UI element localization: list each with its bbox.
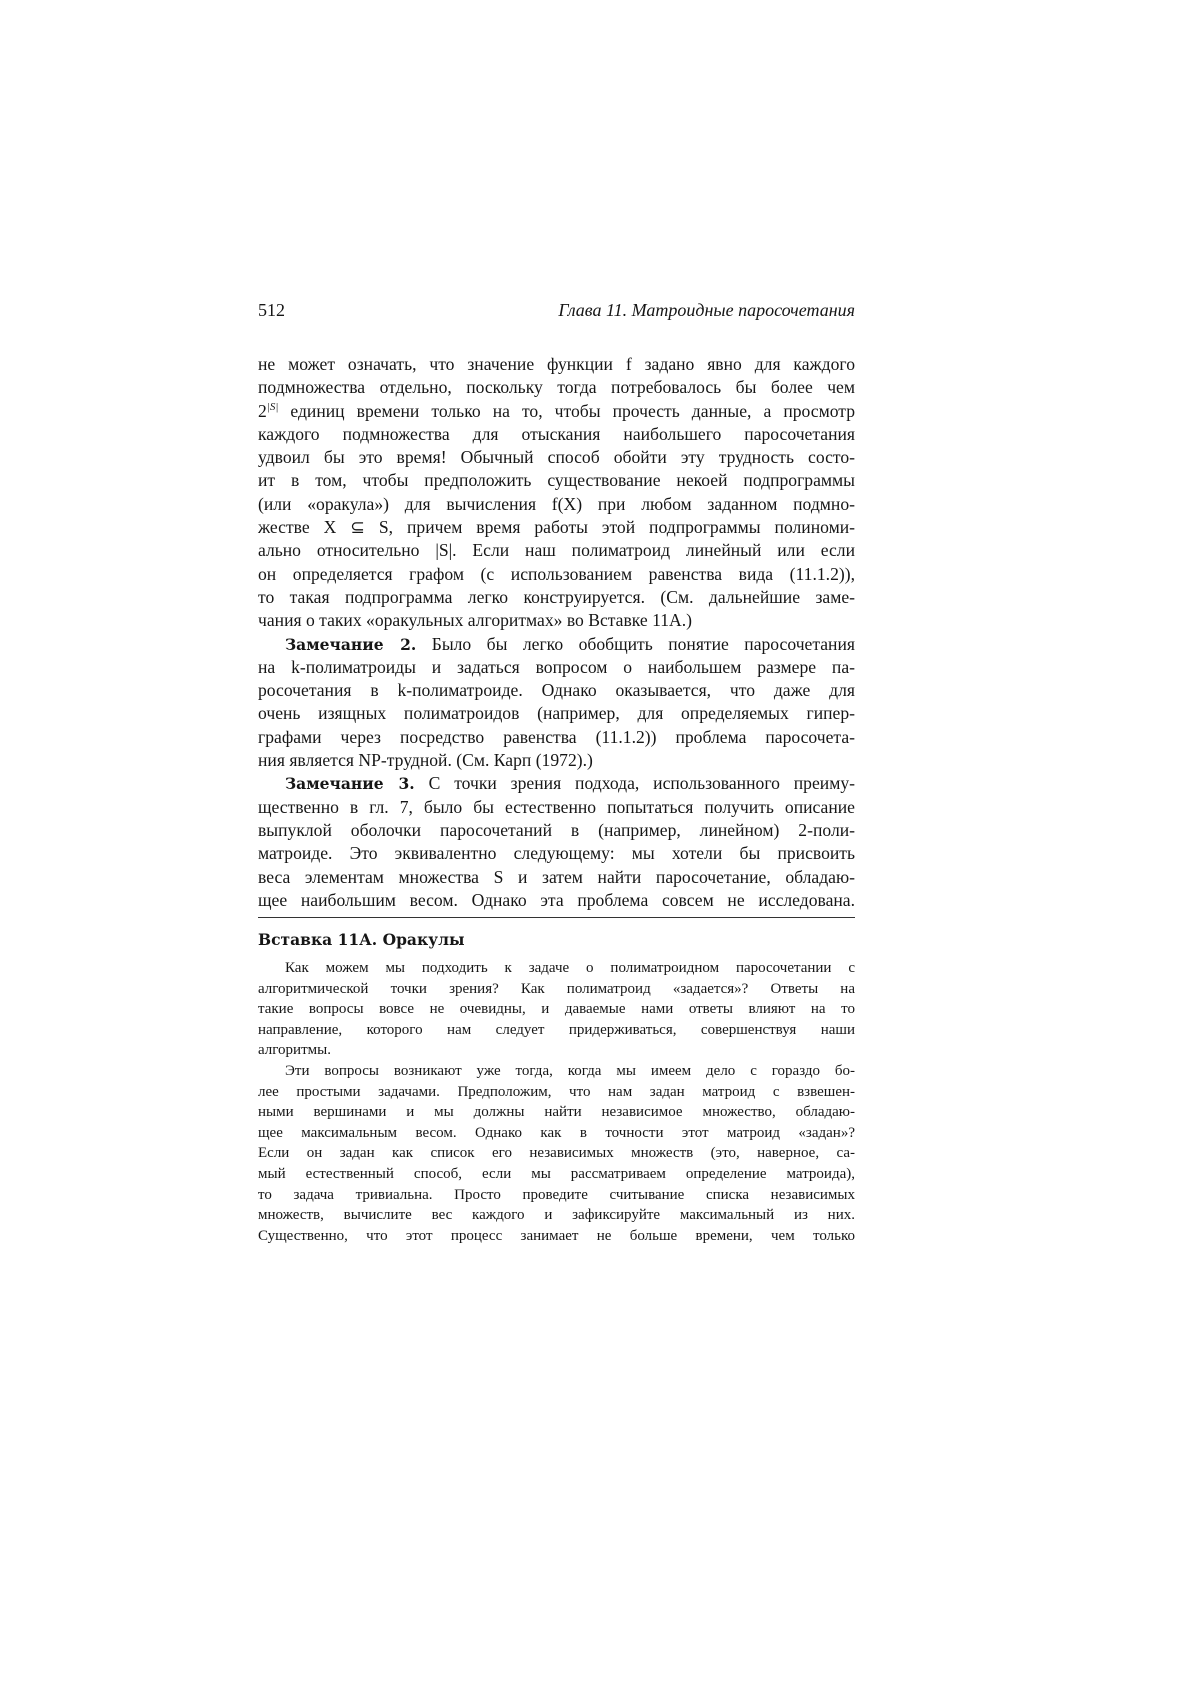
line-text: щее наибольшим весом. Однако эта проблема совсем не исследована.: [258, 889, 855, 910]
main-text: [258, 353, 855, 912]
line-text: очень изящных полиматроидов (например, для определяемых гипер-: [258, 703, 855, 724]
text-line: [258, 1040, 855, 1061]
page-number: 512: [258, 300, 285, 320]
line-text: графами через посредство равенства (11.1.2)) проблема паросочета-: [258, 726, 855, 747]
line-text: он определяется графом (с использованием равенства вида (11.1.2)),: [258, 563, 855, 584]
text-line: [258, 609, 855, 632]
line-text: на k-полиматроиды и задаться вопросом о наибольшем размере па-: [258, 656, 855, 677]
remark-label: Замечание 2.: [285, 634, 417, 654]
text-line: [258, 469, 855, 492]
text-line: [258, 726, 855, 749]
text-line: [258, 1061, 855, 1082]
text-line: [258, 1226, 855, 1247]
line-text: Как можем мы подходить к задаче о полиматроидном паросочетании с: [285, 960, 855, 976]
line-text: единиц времени только на то, чтобы прочесть данные, а просмотр: [278, 400, 855, 421]
line-text: выпуклой оболочки паросочетаний в (например, линейном) 2-поли-: [258, 819, 855, 840]
text-line: [258, 1123, 855, 1144]
line-text: Эти вопросы возникают уже тогда, когда мы имеем дело с гораздо бо-: [285, 1062, 855, 1079]
text-line: [258, 353, 855, 376]
text-line: [258, 516, 855, 539]
running-title: Глава 11. Матроидные паросочетания: [558, 300, 855, 320]
text-line: [258, 866, 855, 889]
text-line: [258, 958, 855, 979]
text-line: [258, 1143, 855, 1164]
line-text: жестве X ⊆ S, причем время работы этой подпрограммы полиноми-: [258, 517, 855, 538]
line-text: не может означать, что значение функции f задано явно для каждого: [258, 354, 855, 374]
remark-label: Замечание 3.: [285, 774, 415, 794]
box-title: Вставка 11А. Оракулы: [258, 930, 465, 949]
text-line: [258, 376, 855, 399]
line-text: алгоритмы.: [258, 1042, 331, 1059]
text-line: [258, 586, 855, 609]
line-text: подмножества отдельно, поскольку тогда потребовалось бы более чем: [258, 377, 855, 398]
line-text: такие вопросы вовсе не очевидны, и даваемые нами ответы влияют на то: [258, 1001, 855, 1018]
line-text: мый естественный способ, если мы рассматриваем определение матроида),: [258, 1165, 855, 1182]
text-line: [258, 979, 855, 1000]
text-line: [258, 1185, 855, 1206]
text-line: [258, 889, 855, 912]
line-text: Было бы легко обобщить понятие паросочетания: [416, 633, 855, 654]
line-text: (или «оракула») для вычисления f(X) при любом заданном подмно-: [258, 493, 855, 514]
text-line: [258, 1205, 855, 1226]
power-base: 2: [258, 400, 267, 421]
text-line: [258, 539, 855, 562]
text-line: [258, 1082, 855, 1103]
line-text: лее простыми задачами. Предположим, что нам задан матроид с взвешен-: [258, 1083, 855, 1100]
line-text: С точки зрения подхода, использованного преиму-: [414, 773, 855, 794]
text-line: [258, 493, 855, 516]
text-line: [258, 679, 855, 702]
text-line: [258, 819, 855, 842]
text-line: [258, 796, 855, 819]
line-text: ния является NP-трудной. (См. Карп (1972).): [258, 750, 593, 771]
page-header: [258, 300, 855, 324]
text-line: [258, 633, 855, 656]
line-text: щественно в гл. 7, было бы естественно попытаться получить описание: [258, 796, 855, 817]
text-line: [258, 423, 855, 446]
line-text: то задача тривиальна. Просто проведите считывание списка независимых: [258, 1186, 855, 1203]
box-text: [258, 958, 855, 1246]
line-text: матроиде. Это эквивалентно следующему: мы хотели бы присвоить: [258, 843, 855, 864]
text-line: [258, 842, 855, 865]
text-line: [258, 749, 855, 772]
line-text: ит в том, чтобы предположить существование некоей подпрограммы: [258, 470, 855, 491]
text-line: [258, 400, 855, 423]
text-line: [258, 563, 855, 586]
line-text: ально относительно |S|. Если наш полиматроид линейный или если: [258, 540, 855, 561]
line-text: чания о таких «оракульных алгоритмах» во Вставке 11А.): [258, 610, 693, 631]
text-line: [258, 446, 855, 469]
line-text: множеств, вычислите вес каждого и зафиксируйте максимальный из них.: [258, 1207, 855, 1224]
exponent: |S|: [266, 400, 279, 413]
line-text: веса элементам множества S и затем найти паросочетание, обладаю-: [258, 866, 855, 887]
line-text: алгоритмической точки зрения? Как полиматроид «задается»? Ответы на: [258, 980, 855, 997]
line-text: направление, которого нам следует придерживаться, совершенствуя наши: [258, 1021, 855, 1038]
text-line: [258, 1102, 855, 1123]
text-line: [258, 702, 855, 725]
line-text: каждого подмножества для отыскания наибольшего паросочетания: [258, 423, 855, 444]
text-line: [258, 1164, 855, 1185]
text-line: [258, 656, 855, 679]
text-line: [258, 1020, 855, 1041]
line-text: Существенно, что этот процесс занимает не больше времени, чем только: [258, 1227, 855, 1244]
section-divider: [258, 917, 855, 918]
line-text: щее максимальным весом. Однако как в точности этот матроид «задан»?: [258, 1124, 855, 1141]
text-line: [258, 999, 855, 1020]
line-text: Если он задан как список его независимых множеств (это, наверное, са-: [258, 1145, 855, 1162]
line-text: ными вершинами и мы должны найти независимое множество, обладаю-: [258, 1104, 855, 1121]
line-text: удвоил бы это время! Обычный способ обойти эту трудность состо-: [258, 447, 855, 468]
line-text: росочетания в k-полиматроиде. Однако оказывается, что даже для: [258, 680, 855, 701]
text-line: [258, 772, 855, 795]
line-text: то такая подпрограмма легко конструируется. (См. дальнейшие заме-: [258, 586, 855, 607]
